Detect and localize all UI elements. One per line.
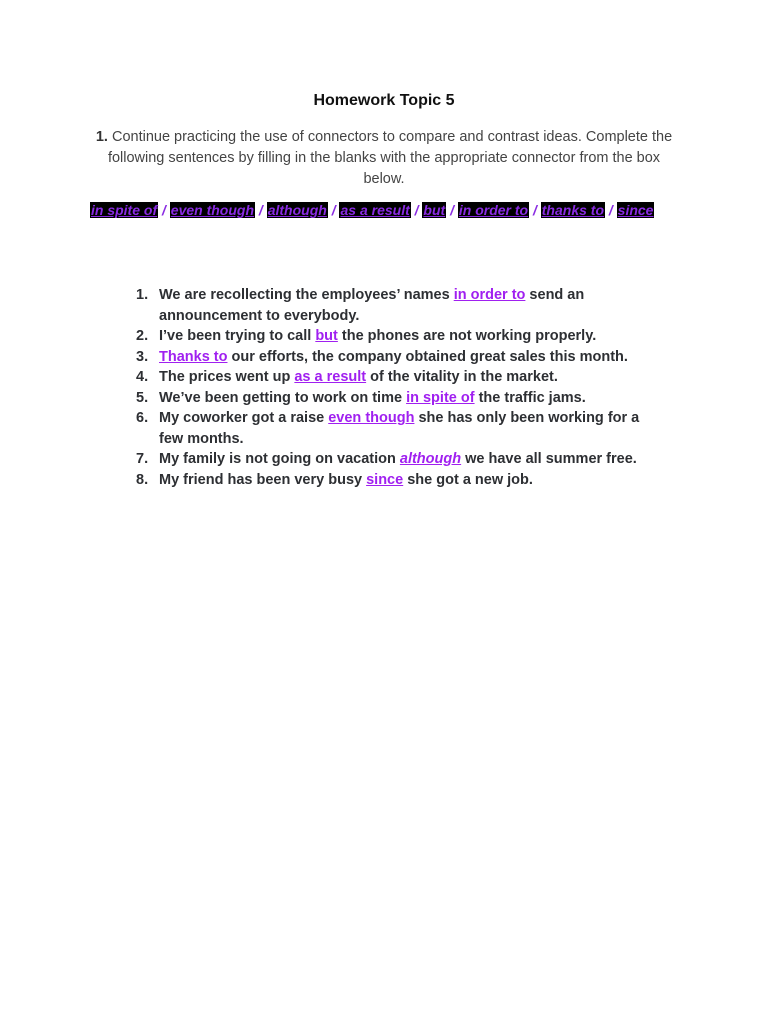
sentence-item xyxy=(136,347,666,368)
connector-box xyxy=(90,200,680,221)
connector-chip: even though xyxy=(170,202,255,218)
answer-blank: as a result xyxy=(294,369,367,385)
answer-blank: even though xyxy=(328,410,415,426)
sentence-number: 1. xyxy=(136,287,149,303)
sentence-item xyxy=(136,449,666,470)
connector-separator: / xyxy=(255,202,267,218)
answer-blank: although xyxy=(399,451,462,467)
sentence-number: 3. xyxy=(136,348,149,365)
connector-chip: although xyxy=(267,202,327,218)
connector-chip: in spite of xyxy=(91,202,158,218)
sentence-item xyxy=(136,388,666,409)
sentence-before: I’ve been trying to call xyxy=(159,328,316,344)
connector-separator: / xyxy=(327,202,340,218)
sentence-text xyxy=(159,408,666,449)
sentence-number: 4. xyxy=(136,369,149,385)
sentence-text xyxy=(159,449,666,470)
connector-separator: / xyxy=(158,202,170,218)
sentence-item xyxy=(136,285,666,326)
connector-chip: but xyxy=(423,202,446,218)
sentence-after: our efforts, the company obtained great sales this month. xyxy=(227,348,628,365)
instructions xyxy=(92,127,676,190)
sentence-text xyxy=(159,326,666,347)
connector-separator: / xyxy=(605,202,617,218)
answer-blank: since xyxy=(366,471,404,488)
sentence-number: 8. xyxy=(136,471,149,488)
instruction-text: Continue practicing the use of connectors to compare and contrast ideas. Complete the following sentences by filling in the blanks with the appropriate connector from the box below. xyxy=(107,129,673,187)
sentence-item xyxy=(136,367,666,388)
connector-chip: in order to xyxy=(458,202,529,218)
connector-separator: / xyxy=(410,202,423,218)
sentence-after: she has only been working for a few months. xyxy=(159,410,640,447)
sentence-before: We’ve been getting to work on time xyxy=(159,389,407,406)
sentence-after: she got a new job. xyxy=(403,471,533,488)
answer-blank: in spite of xyxy=(406,389,475,406)
sentence-item xyxy=(136,470,666,491)
answer-blank: Thanks to xyxy=(159,348,228,365)
sentence-text xyxy=(159,388,666,409)
connector-chip: thanks to xyxy=(541,202,604,218)
sentence-before: My coworker got a raise xyxy=(159,410,329,426)
answer-blank: in order to xyxy=(453,287,526,303)
sentence-after: we have all summer free. xyxy=(461,451,637,467)
sentence-after: send an announcement to everybody. xyxy=(159,287,585,324)
page-title: Homework Topic 5 xyxy=(313,92,455,109)
sentence-item xyxy=(136,326,666,347)
sentence-before: The prices went up xyxy=(159,369,295,385)
sentence-number: 7. xyxy=(136,451,149,467)
sentence-after: the traffic jams. xyxy=(474,389,586,406)
connector-separator: / xyxy=(446,202,458,218)
connector-chip: as a result xyxy=(340,202,410,218)
sentence-text xyxy=(159,367,666,388)
instruction-number: 1. xyxy=(95,129,108,145)
sentence-number: 6. xyxy=(136,410,149,426)
sentence-after: the phones are not working properly. xyxy=(337,328,597,344)
answer-blank: but xyxy=(315,328,338,344)
sentence-text xyxy=(159,347,666,368)
connector-chip: since xyxy=(617,202,654,218)
sentence-item xyxy=(136,408,666,449)
sentence-text xyxy=(159,285,666,326)
sentence-number: 2. xyxy=(136,328,149,344)
sentence-text xyxy=(159,470,666,491)
sentence-before: My friend has been very busy xyxy=(159,471,367,488)
sentence-list xyxy=(136,285,666,490)
sentence-before: We are recollecting the employees’ names xyxy=(159,287,454,303)
sentence-number: 5. xyxy=(136,389,149,406)
connector-separator: / xyxy=(529,202,541,218)
sentence-before: My family is not going on vacation xyxy=(159,451,400,467)
sentence-after: of the vitality in the market. xyxy=(366,369,558,385)
